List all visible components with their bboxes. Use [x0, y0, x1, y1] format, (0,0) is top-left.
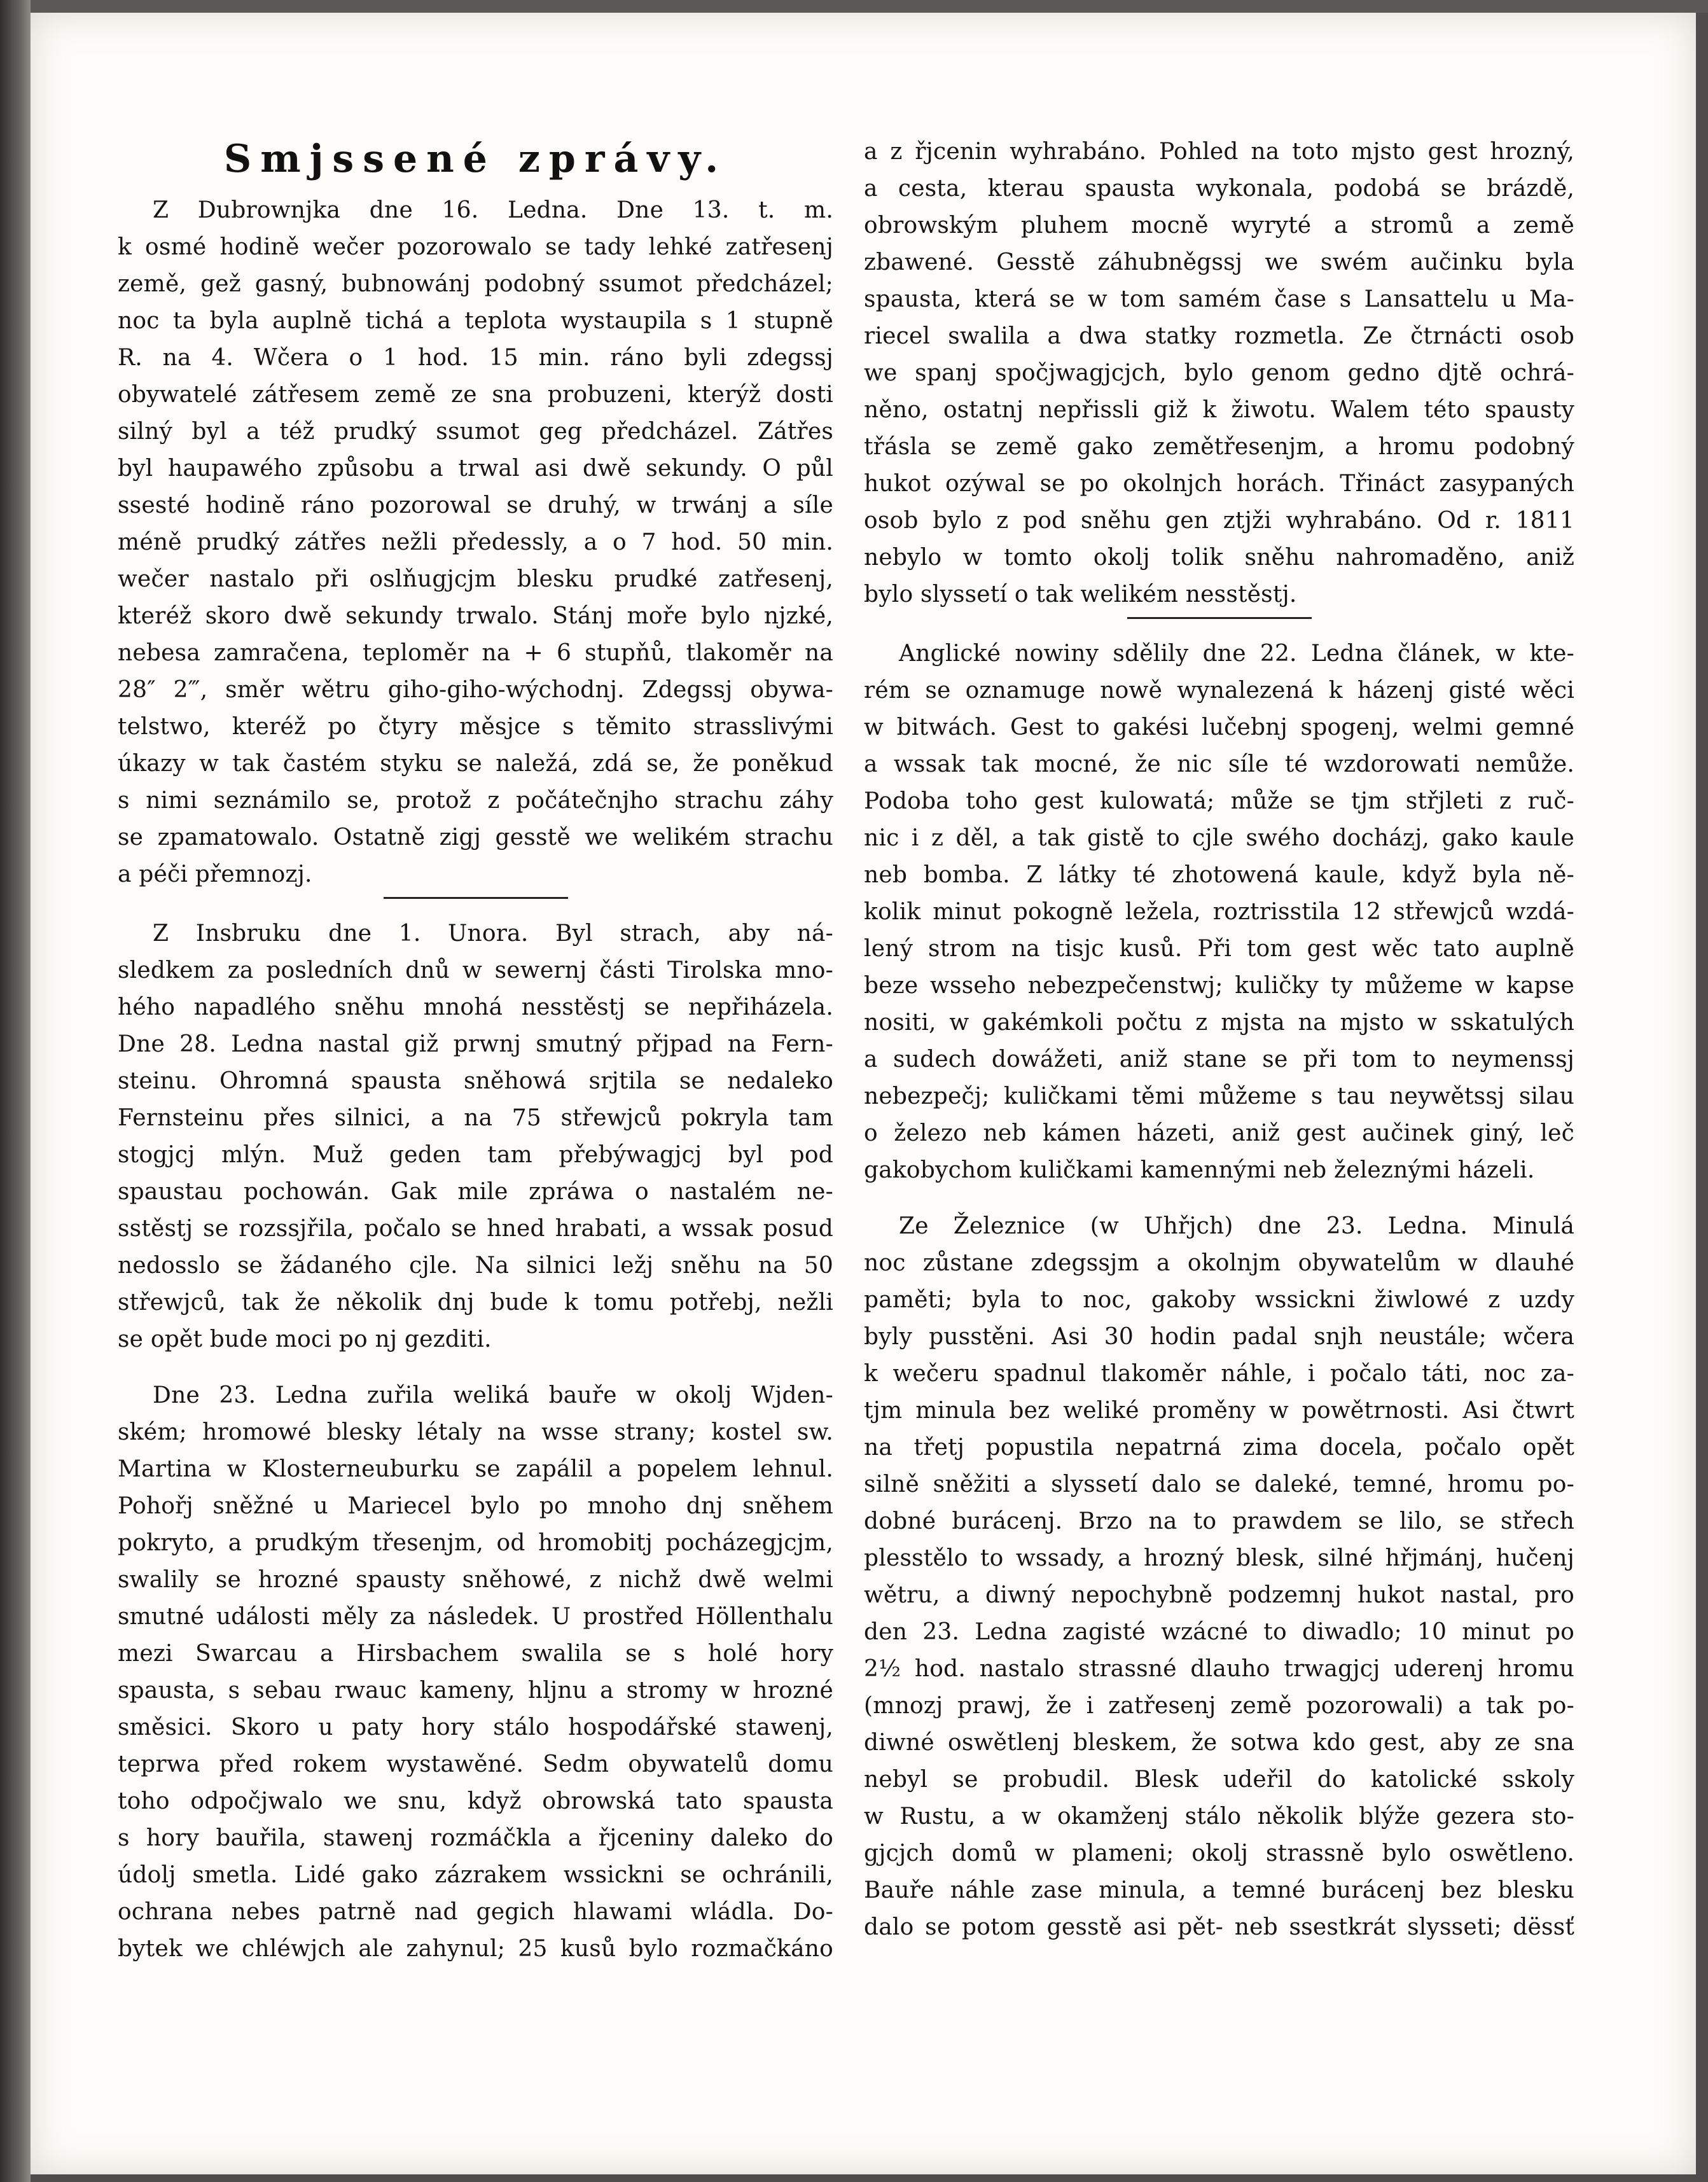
section-divider — [384, 897, 568, 899]
text-line: spaustau pochowán. Gak mile zpráwa o nastalém ne- — [118, 1179, 833, 1205]
text-line: ském; hromowé blesky létaly na wsse strany; kostel sw. — [118, 1419, 833, 1445]
text-line: rém se oznamuge nowě wynalezená k házenj gisté wěci — [864, 678, 1574, 704]
text-line: smutné události měly za následek. U prostřed Höllenthalu — [118, 1604, 833, 1630]
text-line: úkazy w tak častém styku se naležá, zdá se, že poněkud — [118, 751, 833, 777]
text-line: nebylo w tomto okolj tolik sněhu nahromaděno, aniž — [864, 545, 1574, 571]
text-line: nedosslo se žádaného cjle. Na silnici ležj sněhu na 50 — [118, 1253, 833, 1279]
text-line: mezi Swarcau a Hirsbachem swalila se s holé hory — [118, 1641, 833, 1667]
text-line: k wečeru spadnul tlakoměr náhle, i počalo táti, noc za- — [864, 1361, 1574, 1387]
text-line: paměti; byla to noc, gakoby wssickni žiwlowé z uzdy — [864, 1287, 1574, 1313]
text-line: gakobychom kuličkami kamennými neb železnými házeli. — [864, 1157, 1535, 1183]
text-line: spausta, která se w tom samém čase s Lansattelu u Ma- — [864, 286, 1574, 312]
right-articles — [864, 134, 1574, 1946]
text-line: tjm minula bez weliké proměny w powětrnosti. Asi čtwrt — [864, 1398, 1574, 1424]
text-line: střewjců, tak že několik dnj bude k tomu potřebj, nežli — [118, 1289, 833, 1316]
text-line: k osmé hodině wečer pozorowalo se tady lehké zatřesenj — [118, 234, 833, 260]
text-line: (mnozj prawj, že i zatřesenj země pozorowali) a tak po- — [864, 1693, 1574, 1719]
text-line: Dne 28. Ledna nastal giž prwnj smutný přjpad na Fern- — [118, 1031, 833, 1057]
text-line: w Rustu, a w okamženj stálo několik blýže gezera sto- — [864, 1803, 1574, 1830]
text-line: Bauře náhle zase minula, a temné burácenj bez blesku — [864, 1877, 1574, 1903]
text-line: osob bylo z pod sněhu gen ztjži wyhrabáno. Od r. 1811 — [864, 508, 1574, 534]
text-line: na třetj popustila nepatrná zima docela, počalo opět — [864, 1435, 1574, 1461]
text-line: se opět bude moci po nj gezditi. — [118, 1326, 492, 1352]
text-line: se zpamatowalo. Ostatně zigj gesstě we welikém strachu — [118, 824, 833, 851]
text-line: byly pusstěni. Asi 30 hodin padal snjh neustále; wčera — [864, 1324, 1574, 1350]
text-line: bylo slyssetí o tak welikém nesstěstj. — [864, 581, 1297, 608]
text-line: sstěstj se rozssjřila, počalo se hned hrabati, a wssak posud — [118, 1216, 833, 1242]
text-line: dobné burácenj. Brzo na to prawdem se lilo, se střech — [864, 1508, 1574, 1534]
text-line: kteréž skoro dwě sekundy trwalo. Stánj moře bylo njzké, — [118, 603, 833, 629]
text-line: a péči přemnozj. — [118, 861, 312, 887]
text-line: Fernsteinu přes silnici, a na 75 střewjců pokryla tam — [118, 1105, 833, 1131]
text-line: s hory bauřila, stawenj rozmáčkla a řjceniny daleko do — [118, 1825, 833, 1851]
text-line: Z Insbruku dne 1. Unora. Byl strach, aby ná- — [153, 921, 833, 947]
text-line: Z Dubrownjka dne 16. Ledna. Dne 13. t. m. — [153, 197, 833, 223]
text-line: země, gež gasný, bubnowánj podobný ssumot předcházel; — [118, 271, 833, 297]
text-line: w bitwách. Gest to gakési lučebnj spogenj, welmi gemné — [864, 714, 1574, 740]
article-paragraph — [118, 915, 833, 1358]
text-line: sledkem za posledních dnů w sewernj části Tirolska mno- — [118, 957, 833, 983]
text-line: steinu. Ohromná spausta sněhowá srjtila se nedaleko — [118, 1068, 833, 1094]
text-line: o železo neb kámen házeti, aniž gest aučinek giný, leč — [864, 1120, 1574, 1146]
text-line: ssesté hodině ráno pozorowal se druhý, w trwánj a síle — [118, 492, 833, 518]
text-line: byl haupawého způsobu a trwal asi dwě sekundy. O půl — [118, 455, 833, 482]
left-articles — [118, 192, 833, 1968]
section-title: Smjssené zprávy. — [223, 137, 728, 181]
text-line: diwné oswětlenj bleskem, že sotwa kdo gest, aby ze sna — [864, 1730, 1574, 1756]
text-line: riecel swalila a dwa statky rozmetla. Ze čtrnácti osob — [864, 323, 1574, 349]
text-line: noc zůstane zdegssjm a okolnjm obywatelům w dlauhé — [864, 1250, 1574, 1276]
text-line: s nimi seznámilo se, protož z počátečnjho strachu záhy — [118, 788, 833, 814]
text-line: nebyl se probudil. Blesk udeřil do katolické sskoly — [864, 1767, 1574, 1793]
text-line: stogjcj mlýn. Muž geden tam přebýwagjcj byl pod — [118, 1142, 833, 1168]
text-line: dalo se potom gesstě asi pět- neb ssestkrát slysseti; dëssť — [864, 1914, 1574, 1940]
text-line: Martina w Klosterneuburku se zapálil a popelem lehnul. — [118, 1456, 833, 1482]
text-line: den 23. Ledna zagisté wzácné to diwadlo; 10 minut po — [864, 1619, 1574, 1645]
text-line: ochrana nebes patrně nad gegich hlawami wládla. Do- — [118, 1899, 833, 1925]
left-column — [118, 134, 833, 1968]
text-line: Ze Železnice (w Uhřjch) dne 23. Ledna. Minulá — [899, 1213, 1574, 1239]
text-line: hého napadlého sněhu mnohá nesstěstj se nepřiházela. — [118, 994, 833, 1020]
text-line: hukot ozýwal se po okolnjch horách. Třináct zasypaných — [864, 471, 1574, 497]
page-top-edge — [31, 0, 1708, 13]
text-line: nebesa zamračena, teploměr na + 6 stupňů, tlakoměr na — [118, 640, 833, 666]
text-line: a cesta, kterau spausta wykonala, podobá se brázdě, — [864, 176, 1574, 202]
article-paragraph — [864, 1208, 1574, 1946]
text-line: směsici. Skoro u paty hory stálo hospodářské stawenj, — [118, 1714, 833, 1741]
text-line: 28″ 2‴, směr wětru giho-giho-wýchodnj. Zdegssj obywa- — [118, 677, 833, 703]
text-line: zbawené. Gesstě záhubněgssj we swém aučinku byla — [864, 249, 1574, 275]
text-line: teprwa před rokem wystawěné. Sedm obywatelů domu — [118, 1751, 833, 1777]
text-line: 2½ hod. nastalo strassné dlauho trwagjcj uderenj hromu — [864, 1656, 1574, 1682]
text-line: Podoba toho gest kulowatá; může se tjm střjleti z ruč- — [864, 788, 1574, 814]
section-divider — [1127, 617, 1312, 619]
text-line: spausta, s sebau rwauc kameny, hljnu a stromy w hrozné — [118, 1678, 833, 1704]
text-line: nic i z děl, a tak gistě to cjle swého docházj, gako kaule — [864, 825, 1574, 851]
right-column — [864, 134, 1574, 1946]
text-line: a z řjcenin wyhrabáno. Pohled na toto mjsto gest hrozný, — [864, 139, 1574, 165]
text-line: noc ta byla auplně tichá a teplota wystaupila s 1 stupně — [118, 308, 833, 334]
text-line: gjcjch domů w plameni; okolj strassně bylo oswětleno. — [864, 1840, 1574, 1866]
text-line: telstwo, kteréž po čtyry měsjce s těmito strasslivými — [118, 714, 833, 740]
text-line: údolj smetla. Lidé gako zázrakem wssickni se ochránili, — [118, 1862, 833, 1888]
text-line: třásla se země gako zemětřesenjm, a hromu podobný — [864, 434, 1574, 460]
text-line: pokryto, a prudkým třesenjm, od hromobitj pocházegjcjm, — [118, 1530, 833, 1556]
article-paragraph — [864, 636, 1574, 1189]
text-line: silně sněžiti a slyssetí dalo se daleké, temné, hromu po- — [864, 1471, 1574, 1498]
text-line: a wssak tak mocné, že nic síle té wzdorowati nemůže. — [864, 751, 1574, 777]
text-line: bytek we chléwjch ale zahynul; 25 kusů bylo rozmačkáno — [118, 1936, 833, 1962]
article-paragraph — [864, 134, 1574, 613]
text-line: něno, ostatnj nepřissli giž k žiwotu. Walem této spausty — [864, 397, 1574, 423]
text-line: nebezpečj; kuličkami těmi můžeme s tau neywětssj silau — [864, 1083, 1574, 1109]
text-line: obrowským pluhem mocně wyryté a stromů a země — [864, 212, 1574, 239]
text-line: swalily se hrozné spausty sněhowé, z nichž dwě welmi — [118, 1567, 833, 1593]
text-line: toho odpočjwalo we snu, když obrowská tato spausta — [118, 1788, 833, 1814]
text-line: Anglické nowiny sdělily dne 22. Ledna článek, w kte- — [899, 641, 1574, 667]
text-line: silný byl a též prudký ssumot geg předcházel. Zátřes — [118, 419, 833, 445]
text-line: lený strom na tisjc kusů. Při tom gest wěc tato auplně — [864, 936, 1574, 962]
text-line: Pohořj sněžné u Mariecel bylo po mnoho dnj sněhem — [118, 1493, 833, 1519]
text-line: R. na 4. Wčera o 1 hod. 15 min. ráno byli zdegssj — [118, 345, 833, 371]
article-paragraph — [118, 192, 833, 893]
text-line: a sudech dowážeti, aniž stane se při tom to neymenssj — [864, 1046, 1574, 1073]
text-line: méně prudký zátřes nežli předessly, a o 7 hod. 50 min. — [118, 529, 833, 555]
article-paragraph — [118, 1377, 833, 1968]
text-line: neb bomba. Z látky té zhotowená kaule, když byla ně- — [864, 862, 1574, 888]
text-line: wečer nastalo při oslňugjcjm blesku prudké zatřesenj, — [118, 566, 833, 592]
text-line: beze wsseho nebezpečenstwj; kuličky ty můžeme w kapse — [864, 973, 1574, 999]
text-line: kolik minut pokogně ležela, roztrisstila 12 střewjců wzdá- — [864, 899, 1574, 925]
text-line: nositi, w gakémkoli počtu z mjsta na mjsto w sskatulých — [864, 1010, 1574, 1036]
text-line: we spanj spočjwagjcjch, bylo genom gedno djtě ochrá- — [864, 360, 1574, 386]
text-line: wětru, a diwný nepochybně podzemnj hukot nastal, pro — [864, 1582, 1574, 1608]
text-line: Dne 23. Ledna zuřila weliká bauře w okolj Wjden- — [153, 1382, 833, 1408]
text-line: plesstělo to wssady, a hrozný blesk, silné hřjmánj, hučenj — [864, 1545, 1574, 1571]
book-spine-shadow — [0, 0, 31, 2182]
text-line: obywatelé zátřesem země ze sna probuzeni, kterýž dosti — [118, 382, 833, 408]
